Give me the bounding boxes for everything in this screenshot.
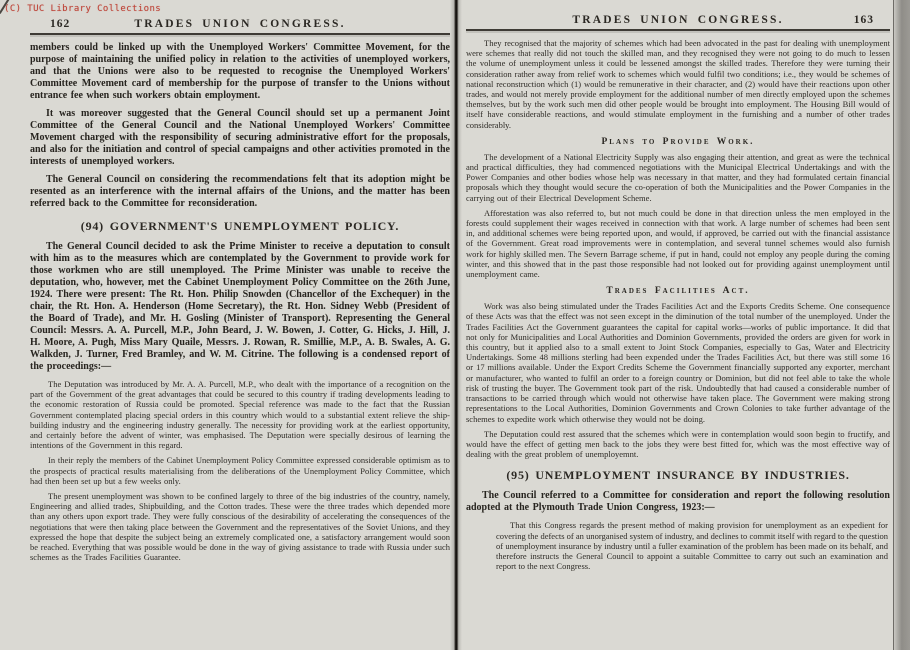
report-paragraph: Afforestation was also referred to, but not much could be done in that direction unless the men employed in the forests could supplement their wages received in connection with that work. A large number of schemes had been sent in, and additional schemes were being reported upon, and would, if approved, be carried out with the financial assistance of the Government. Great road improvements were in contemplation, and several tunnel schemes would also furnish work for highly skilled men. The Severn Barrage scheme, if put in hand, could not employ any people during the coming winter, and this showed that in the past those responsible had not looked out for providing against unemployment until unemployment came. — [466, 207, 890, 280]
sub-heading-trades-facilities-act: Trades Facilities Act. — [606, 286, 750, 297]
paragraph: It was moreover suggested that the General Council should set up a permanent Joint Committee of the General Council and the National Unemployed Workers' Committee Movement charged with the responsibility of securing administrative effort for the proposals, and also for the initiation and control of special campaigns and other activities promoted in the interests of unemployed workers. — [30, 108, 450, 167]
paragraph: members could be linked up with the Unemployed Workers' Committee Movement, for the purpose of maintaining the unified policy in relation to the activities of unemployed workers, and that the Unions were also to be requested to recognise the Unemployed Workers' Committee Movement card of membership for the purpose of transfer to the Unions without entrance fee when such workers obtain employment. — [30, 42, 450, 101]
page-number: 162 — [50, 18, 71, 30]
report-paragraph: The Deputation was introduced by Mr. A. A. Purcell, M.P., who dealt with the importance of a recognition on the part of the Government of the great advantages that could be secured to this country if trading developments leading to the economic restoration of Russia could be promoted. Special reference was made to the fact that the Russian Government contemplated placing special orders in this country which would to a substantial extent relieve the ship-building industry and the engineering industry generally. The necessity for providing work at the earliest opportunity, and certainly before the advent of winter, was emphasised. The Deputation were specially desirous of learning the intentions of the Government in this regard. — [30, 379, 450, 451]
report-paragraph: The development of a National Electricity Supply was also engaging their attention, and great as were the technical and practical difficulties, they had commenced negotiations with the Municipal Electrical Undertakings and with the Power Companies and other bodies whose help was necessary in that matter, and they had formulated certain financial proposals which they thought would secure the co-operation of both the Municipalities and the Power Companies in the carrying out of their Electrical Development Scheme. — [466, 151, 890, 203]
section-heading-95: (95) UNEMPLOYMENT INSURANCE BY INDUSTRIES. — [506, 468, 850, 483]
paragraph: The General Council on considering the recommendations felt that its adoption might be resented as an interference with the internal affairs of the Unions, and the matter has been referred back to the Committee for reconsideration. — [30, 174, 450, 209]
page-header — [30, 16, 450, 35]
report-paragraph: The present unemployment was shown to be confined largely to three of the big industries of the country, namely, Engineering and allied trades, Shipbuilding, and the Cotton trades. These were the three trades which depended more than any others upon export trade. They were fully conscious of the desirability of accelerating the consequences of the negotiations that were then taking place between the Government and the representatives of the Soviet Unions, and they expressed the hope that despite the subject being an extremely complicated one, a satisfactory arrangement would soon be reached. Everything that was possible would be done in the way of giving assistance to trade with Russia under such schemes as the Trades Facilities Guarantee. — [30, 491, 450, 563]
running-title: TRADES UNION CONGRESS. — [572, 14, 784, 26]
page-number: 163 — [853, 14, 874, 26]
copyright-watermark: (C) TUC Library Collections — [4, 4, 162, 14]
resolution-paragraph: That this Congress regards the present method of making provision for unemployment as an expedient for covering the defects of an unorganised system of industry, and declines to commit itself with regard to the question of unemployment insurance by industry until a fuller examination of the problem has been made on its behalf, and therefore instructs the General Council to appoint a suitable Committee to carry out such an examination and report to the next Congress. — [496, 520, 888, 572]
paragraph: The Council referred to a Committee for consideration and report the following resolution adopted at the Plymouth Trade Union Congress, 1923:— — [466, 490, 890, 514]
scan-edge — [893, 0, 910, 650]
paragraph: The General Council decided to ask the Prime Minister to receive a deputation to consult with him as to the measures which are contemplated by the Government to provide work for those workmen who are still unemployed. The Prime Minister was unable to receive the deputation, who, however, met the Cabinet Unemployment Policy Committee on the 26th June, 1924. There were present: The Rt. Hon. Philip Snowden (Chancellor of the Exchequer) in the chair, the Rt. Hon. A. Henderson (Home Secretary), the Rt. Hon. Sidney Webb (President of the Board of Trade), and Mr. H. Gosling (Minister of Transport). Representing the General Council: Messrs. A. A. Purcell, M.P., John Beard, J. W. Bowen, J. Cotter, G. Hicks, J. Hill, J. H. Moore, A. Pugh, Miss Mary Quaile, Messrs. J. Rowan, R. Smillie, M.P., A. B. Swales, A. G. Walkden, J. Turner, Fred Bramley, and W. M. Citrine. The following is a condensed report of the proceedings:— — [30, 241, 450, 372]
sub-heading-plans-to-provide-work: Plans to Provide Work. — [601, 136, 755, 147]
page-header — [466, 12, 890, 31]
binding-gutter-shadow — [450, 0, 462, 650]
page-162 — [30, 16, 450, 646]
report-paragraph: Work was also being stimulated under the Trades Facilities Act and the Exports Credits Scheme. One consequence of these Acts was that the effect was not seen except in the diminution of the total number of the unemployed. Under the Trades Facilities Act the Government guarantees the capital for capital works—works of public importance. It did that not only for Municipalities and Local Authorities and Dominion Governments, provided the orders are given for work in this country, but it applied also to a small extent to Joint Stock Companies, especially to Gas, Water and Electricity Undertakings. Some 48 millions sterling had been expended under the Trades Facilities Act, but there was still some 16 or 17 millions available. Under the Export Credits Scheme the Government financially supported any exporter, merchant or manufacturer, who wanted to fulfil an order to a foreign country or Dominion, but did not feel able to take the whole risk of trusting the buyer. The Government took part of the risk. Undoubtedly that had caused a considerable number of transactions to be carried through which would not otherwise have taken place. The Government were making strong representations to the Local Authorities, Dominion Governments and Crown Colonies to take further advantage of the schemes to expedite work which otherwise they would not be doing. — [466, 301, 890, 424]
page-163 — [466, 12, 890, 646]
report-paragraph: In their reply the members of the Cabinet Unemployment Policy Committee expressed considerable optimism as to the prospects of practical results materialising from the deliberations of the Unemployment Policy Committee, which had then been set up but a few weeks only. — [30, 455, 450, 486]
section-heading-94: (94) GOVERNMENT'S UNEMPLOYMENT POLICY. — [80, 219, 400, 233]
report-paragraph: They recognised that the majority of schemes which had been advocated in the past for dealing with unemployment were schemes that really did not touch the skilled man, and they recognised they were not going to do much to lessen the volume of unemployment unless it could be lessened amongst the skilled trades. Therefore they were turning their consideration rather away from relief work to schemes which would fulfil two conditions; i.e., they would be schemes of national reconstruction which (1) would be remunerative in their character, and (2) would have their reactions upon other trades, and would not merely provide employment for the additional number of men directly employed upon the schemes themselves, but by the work such men did other people would be brought into employment. The Housing Bill would of itself have considerable reactions, and would stimulate employment in the furnishing and a number of other trades considerably. — [466, 38, 890, 130]
report-paragraph: The Deputation could rest assured that the schemes which were in contemplation would soon begin to fructify, and would have the effect of getting men back to the jobs they were best fitted for, which was the most effective way of dealing with the great problem of unemployemnt. — [466, 428, 890, 460]
running-title: TRADES UNION CONGRESS. — [134, 18, 346, 30]
